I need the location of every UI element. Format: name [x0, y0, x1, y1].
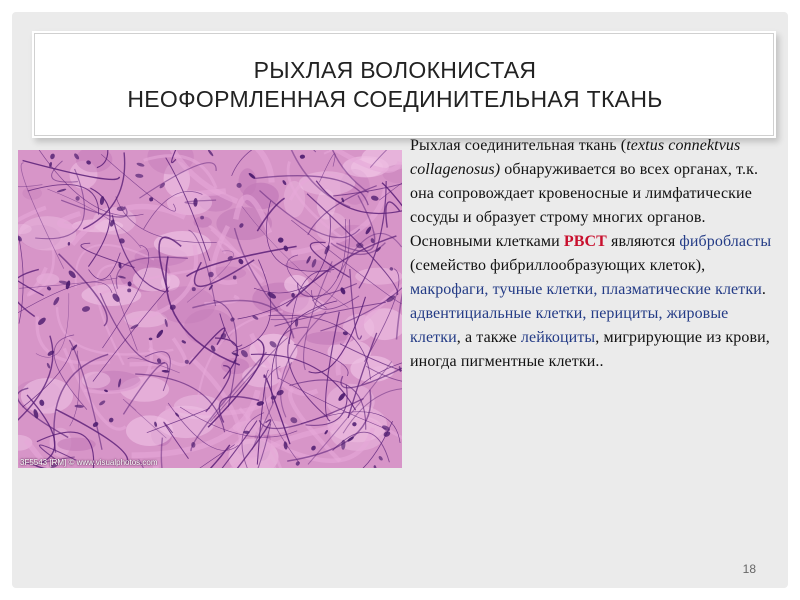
collagen-bundle — [367, 467, 402, 468]
tissue-patch — [239, 168, 257, 195]
cell-nucleus — [240, 349, 250, 359]
cell-nucleus — [99, 196, 105, 206]
slide-title-line-2: НЕОФОРМЛЕННАЯ СОЕДИНИТЕЛЬНАЯ ТКАНЬ — [127, 86, 663, 112]
cell-nucleus — [81, 305, 90, 312]
image-caption: 3F5543 [RM] © www.visualphotos.com — [20, 458, 158, 467]
cell-nucleus — [373, 465, 377, 468]
cell-nucleus — [289, 416, 298, 424]
collagen-bundle — [37, 316, 110, 363]
cell-nucleus — [378, 455, 384, 461]
term-macrophages: макрофаги, тучные клетки, плазматические клетки — [410, 281, 762, 298]
abbreviation-rvst: РВСТ — [563, 233, 607, 250]
cell-nucleus — [207, 150, 214, 157]
cell-nucleus — [135, 173, 144, 178]
cell-nucleus — [52, 296, 60, 306]
tissue-patch — [284, 181, 306, 218]
term-leukocytes: лейкоциты — [520, 329, 596, 346]
elastic-fiber — [236, 150, 316, 152]
cell-nucleus — [49, 162, 53, 168]
cell-nucleus — [75, 196, 79, 201]
tissue-patch — [82, 372, 111, 389]
cell-nucleus — [283, 245, 289, 252]
cell-nucleus — [370, 195, 379, 202]
cell-nucleus — [155, 329, 164, 339]
cell-nucleus — [136, 162, 145, 167]
histology-micrograph — [18, 150, 402, 468]
tissue-patch — [19, 216, 76, 250]
cell-nucleus — [282, 179, 287, 185]
collagen-bundle — [156, 460, 218, 469]
cell-nucleus — [310, 445, 317, 452]
page-number: 18 — [742, 562, 756, 576]
cell-nucleus — [46, 362, 51, 368]
cell-nucleus — [278, 237, 284, 242]
histology-image — [18, 150, 402, 468]
description-text: Рыхлая соединительная ткань (textus connektvus collagenosus) обнаруживается во всех органах, т.к. она сопровождает кровеносные и лимфатические сосуды и образует строму многих органов. Основными клетками РВСТ являются фибробласты (семейство фибриллообразующих клеток), макрофаги, тучные клетки, плазматические клетки. адвентициальные клетки, перициты, жировые клетки, а также лейкоциты, мигрирующие из крови, иногда пигментные клетки.. — [410, 137, 772, 370]
latin-term: textus connektvus collagenosus) — [410, 137, 741, 178]
slide-title — [40, 56, 750, 114]
cell-nucleus — [295, 461, 301, 467]
cell-nucleus — [300, 154, 306, 159]
term-fibroblasts: фибробласты — [679, 233, 772, 250]
cell-nucleus — [108, 417, 114, 423]
cell-nucleus — [46, 286, 52, 291]
tissue-patch — [126, 415, 173, 446]
cell-nucleus — [149, 338, 153, 341]
cell-nucleus — [181, 340, 186, 345]
tissue-patch — [57, 438, 95, 451]
cell-nucleus — [49, 153, 55, 160]
slide-title-line-1: РЫХЛАЯ ВОЛОКНИСТАЯ — [253, 57, 537, 83]
cell-nucleus — [57, 188, 67, 193]
elastic-fiber — [89, 253, 121, 280]
tissue-patch — [22, 187, 42, 200]
elastic-fiber — [18, 150, 42, 187]
cell-nucleus — [98, 400, 106, 407]
elastic-fiber — [386, 202, 400, 228]
elastic-fiber — [19, 237, 23, 323]
term-adventitial-cells: адвентициальные клетки, перициты, жировые клетки — [410, 305, 729, 346]
